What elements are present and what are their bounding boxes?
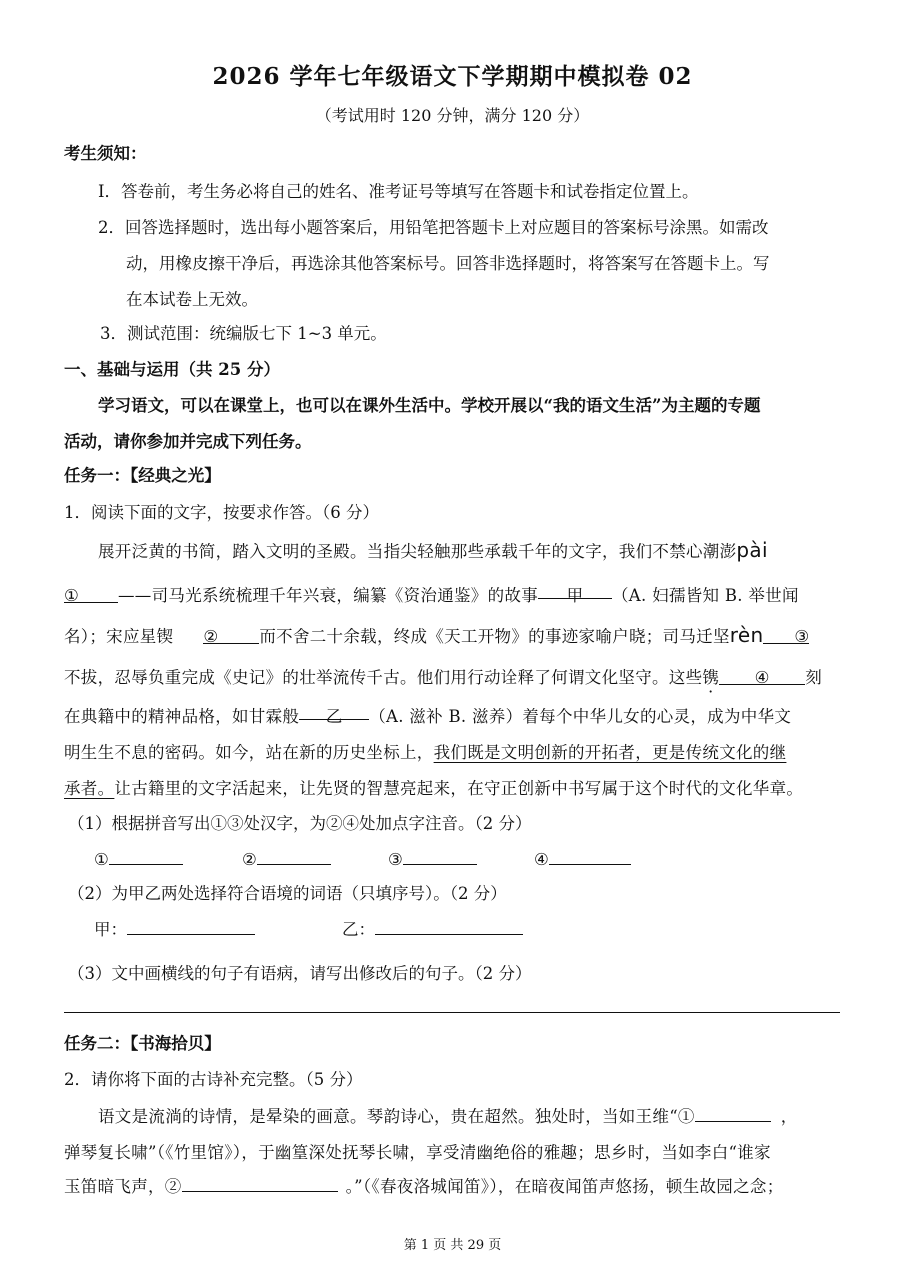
passage-text: 在典籍中的精神品格，如甘霖般 bbox=[64, 707, 300, 726]
section-1-heading: 一、基础与运用（共 25 分） bbox=[64, 360, 280, 379]
sub-question-1: （1）根据拼音写出①③处汉字，为②④处加点字注音。（2 分） bbox=[68, 814, 532, 833]
page-number: 第 1 页 共 29 页 bbox=[403, 1238, 502, 1253]
passage-text: （A. 妇孺皆知 B. 举世闻 bbox=[612, 586, 799, 605]
answer-yi[interactable] bbox=[342, 916, 523, 940]
answer-yi-label: 乙： bbox=[342, 920, 375, 939]
poem-blank-1[interactable] bbox=[695, 1105, 771, 1122]
notice-item-3: 3．测试范围：统编版七下 1~3 单元。 bbox=[100, 324, 387, 343]
passage-text: 名）；宋应星锲 bbox=[64, 627, 174, 646]
blank-3[interactable] bbox=[763, 627, 809, 644]
passage-line-5 bbox=[64, 703, 791, 727]
answer-blank-4-label: ④ bbox=[534, 850, 549, 869]
answer-jia[interactable] bbox=[94, 916, 255, 940]
passage-text: 刻 bbox=[805, 668, 823, 687]
poem-blank-2[interactable] bbox=[182, 1175, 338, 1192]
poem-line-1 bbox=[98, 1103, 798, 1127]
passage-text: 玉笛暗飞声，② bbox=[64, 1177, 182, 1196]
pinyin-ren: rèn bbox=[729, 623, 764, 647]
passage-line-1 bbox=[98, 538, 768, 562]
passage-text: ， bbox=[780, 1107, 798, 1126]
passage-text: 展开泛黄的书简，踏入文明的圣殿。当指尖轻触那些承载千年的文字，我们不禁心潮澎 bbox=[98, 542, 737, 561]
notice-item-1: Ⅰ．答卷前，考生务必将自己的姓名、准考证号等填写在答题卡和试卷指定位置上。 bbox=[98, 182, 699, 201]
page-title: 2026 学年七年级语文下学期期中模拟卷 02 bbox=[212, 63, 693, 90]
notice-item-2-line-2: 动，用橡皮擦干净后，再选涂其他答案标号。回答非选择题时，将答案写在答题卡上。写 bbox=[126, 254, 770, 273]
answer-line[interactable] bbox=[64, 1012, 840, 1013]
blank-4[interactable] bbox=[719, 668, 805, 685]
passage-text: 让古籍里的文字活起来，让先贤的智慧亮起来，在守正创新中书写属于这个时代的文化华章。 bbox=[114, 779, 804, 798]
section-1-intro-line-2: 活动，请你参加并完成下列任务。 bbox=[64, 432, 312, 451]
answer-blank-1[interactable] bbox=[94, 846, 183, 869]
passage-text: 不拔，忍辱负重完成《史记》的壮举流传千古。他们用行动诠释了何谓文化坚守。这些 bbox=[64, 668, 703, 687]
blank-yi-label: 乙 bbox=[325, 707, 343, 726]
passage-text: （A. 滋补 B. 滋养）着每个中华儿女的心灵，成为中华文 bbox=[369, 707, 792, 726]
blank-jia-label: 甲 bbox=[566, 586, 584, 605]
task-1-heading: 任务一：【经典之光】 bbox=[64, 466, 221, 485]
passage-text: 。”（《春夜洛城闻笛》），在暗夜闻笛声悠扬，顿生故园之念； bbox=[345, 1177, 784, 1196]
passage-text: 明生生不息的密码。如今，站在新的历史坐标上， bbox=[64, 743, 434, 762]
passage-text: 语文是流淌的诗情，是晕染的画意。琴韵诗心，贵在超然。独处时，当如王维“① bbox=[98, 1107, 695, 1126]
task-2-heading: 任务二：【书海拾贝】 bbox=[64, 1034, 221, 1053]
answer-blank-3-label: ③ bbox=[388, 850, 403, 869]
blank-2-label: ② bbox=[203, 627, 219, 646]
blank-1[interactable] bbox=[64, 586, 118, 603]
exam-info: （考试用时 120 分钟，满分 120 分） bbox=[315, 106, 590, 125]
question-1: 1．阅读下面的文字，按要求作答。（6 分） bbox=[64, 503, 379, 522]
sub-question-3: （3）文中画横线的句子有语病，请写出修改后的句子。（2 分） bbox=[68, 964, 532, 983]
blank-yi[interactable] bbox=[299, 703, 369, 726]
sub-question-2: （2）为甲乙两处选择符合语境的词语（只填序号）。（2 分） bbox=[68, 884, 507, 903]
underlined-sentence: 我们既是文明创新的开拓者，更是传统文化的继 bbox=[433, 743, 787, 762]
blank-1-label: ① bbox=[64, 586, 80, 605]
passage-line-7 bbox=[64, 775, 803, 799]
question-2: 2．请你将下面的古诗补充完整。（5 分） bbox=[64, 1070, 363, 1089]
notice-heading: 考生须知： bbox=[64, 144, 147, 163]
section-1-intro-line-1: 学习语文，可以在课堂上，也可以在课外生活中。学校开展以“我的语文生活”为主题的专题 bbox=[98, 396, 761, 415]
passage-text: 而不舍二十余载，终成《天工开物》的事迹家喻户晓；司马迁坚 bbox=[259, 627, 730, 646]
blank-3-label: ③ bbox=[794, 627, 810, 646]
passage-line-6 bbox=[64, 739, 786, 763]
notice-item-2-line-1: 2．回答选择题时，选出每小题答案后，用铅笔把答题卡上对应题目的答案标号涂黑。如需改 bbox=[98, 218, 769, 237]
blank-2[interactable] bbox=[203, 627, 259, 644]
answer-blank-2-label: ② bbox=[242, 850, 257, 869]
poem-line-2: 弹琴复长啸”（《竹里馆》），于幽篁深处抚琴长啸，享受清幽绝俗的雅趣；思乡时，当如李白“谁家 bbox=[64, 1143, 771, 1162]
dotted-char: 镌 bbox=[702, 668, 720, 687]
answer-blank-2[interactable] bbox=[242, 846, 331, 869]
passage-line-4 bbox=[64, 664, 822, 688]
poem-line-3 bbox=[64, 1173, 784, 1197]
answer-blank-3[interactable] bbox=[388, 846, 477, 869]
passage-line-2 bbox=[64, 582, 799, 606]
answer-blank-1-label: ① bbox=[94, 850, 109, 869]
passage-text: ——司马光系统梳理千年兴衰，编纂《资治通鉴》的故事 bbox=[118, 586, 538, 605]
pinyin-pai: pài bbox=[736, 538, 768, 562]
answer-jia-label: 甲： bbox=[94, 920, 127, 939]
blank-4-label: ④ bbox=[754, 668, 770, 687]
blank-jia[interactable] bbox=[538, 582, 612, 605]
underlined-sentence-end: 承者。 bbox=[64, 779, 115, 798]
answer-blank-4[interactable] bbox=[534, 846, 631, 869]
passage-line-3 bbox=[64, 623, 809, 647]
notice-item-2-line-3: 在本试卷上无效。 bbox=[126, 290, 258, 309]
